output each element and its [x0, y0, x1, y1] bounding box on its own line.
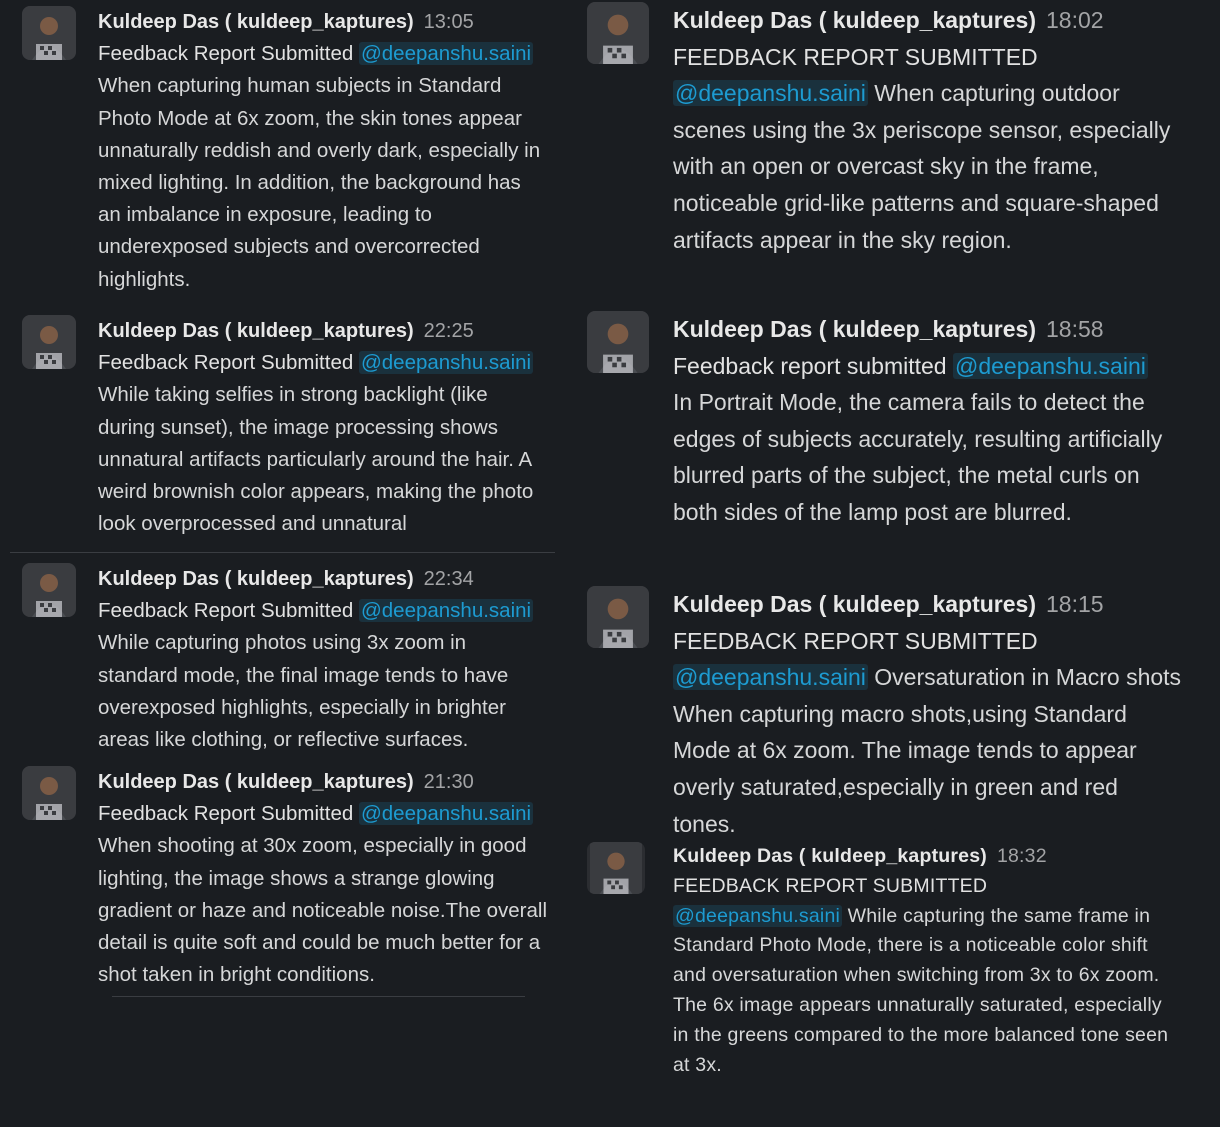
message-body: While taking selfies in strong backlight (like during sunset), the image processing shows unnatural artifacts particularly around the hair. A weird brownish color appears, making the photo look overprocessed and unnatural — [98, 383, 534, 536]
timestamp[interactable]: 22:25 — [423, 320, 474, 342]
message-header — [98, 6, 548, 38]
message-body — [673, 902, 1183, 1081]
mention-link[interactable]: @deepanshu.saini — [675, 80, 866, 107]
author-name[interactable]: Kuldeep Das ( kuldeep_kaptures) — [673, 7, 1036, 33]
report-title: Feedback Report Submitted — [98, 42, 354, 66]
report-title: Feedback Report Submitted — [98, 351, 354, 375]
message-header — [673, 586, 1183, 623]
message-title — [673, 872, 1183, 902]
mention-link[interactable]: @deepanshu.saini — [675, 664, 866, 691]
mention-link[interactable]: @deepanshu.saini — [675, 904, 841, 927]
timestamp[interactable]: 18:32 — [996, 845, 1047, 867]
mention-link[interactable]: @deepanshu.saini — [360, 42, 532, 66]
avatar[interactable] — [22, 6, 76, 60]
timestamp[interactable]: 18:15 — [1046, 591, 1104, 617]
message-title — [98, 798, 548, 830]
report-title: Feedback Report Submitted — [98, 802, 354, 826]
avatar[interactable] — [587, 2, 649, 64]
user-avatar-icon — [587, 586, 649, 648]
message-divider — [10, 552, 555, 553]
author-name[interactable]: Kuldeep Das ( kuldeep_kaptures) — [673, 316, 1036, 342]
message-title — [673, 623, 1183, 660]
user-avatar-icon — [587, 2, 649, 64]
avatar[interactable] — [587, 586, 649, 648]
author-name[interactable]: Kuldeep Das ( kuldeep_kaptures) — [673, 591, 1036, 617]
message-header — [673, 842, 1183, 872]
timestamp[interactable]: 18:58 — [1046, 316, 1104, 342]
mention-link[interactable]: @deepanshu.saini — [954, 352, 1146, 379]
author-name[interactable]: Kuldeep Das ( kuldeep_kaptures) — [98, 568, 414, 590]
user-avatar-icon — [587, 842, 645, 894]
author-name[interactable]: Kuldeep Das ( kuldeep_kaptures) — [98, 320, 414, 342]
message-divider — [112, 996, 525, 997]
message-header — [98, 315, 548, 347]
mention-link[interactable]: @deepanshu.saini — [360, 599, 532, 623]
timestamp[interactable]: 22:34 — [423, 568, 474, 590]
message-header — [673, 311, 1183, 348]
message-body — [673, 75, 1183, 258]
message-text: When capturing outdoor scenes using the 3x periscope sensor, especially with an open or overcast sky in the frame, noticeable grid-like patterns and square-shaped artifacts appear in the sky region. — [673, 80, 1171, 253]
author-name[interactable]: Kuldeep Das ( kuldeep_kaptures) — [673, 845, 987, 867]
author-name[interactable]: Kuldeep Das ( kuldeep_kaptures) — [98, 11, 414, 33]
message-title — [673, 348, 1183, 385]
message-title — [98, 595, 548, 627]
message-body — [673, 659, 1183, 842]
report-title: Feedback report submitted — [673, 352, 947, 379]
message-text: Oversaturation in Macro shots When capturing macro shots,using Standard Mode at 6x zoom. The image tends to appear overly saturated,especially in green and red tones. — [673, 664, 1182, 837]
report-title: Feedback Report Submitted — [98, 599, 354, 623]
message-title — [98, 38, 548, 70]
avatar[interactable] — [22, 766, 76, 820]
user-avatar-icon — [22, 766, 76, 820]
message-body: When capturing human subjects in Standard Photo Mode at 6x zoom, the skin tones appear unnaturally reddish and overly dark, especially in mixed lighting. In addition, the background has an imbalance in exposure, leading to underexposed subjects and overcorrected highlights. — [98, 74, 541, 291]
mention-link[interactable]: @deepanshu.saini — [360, 802, 532, 826]
message-header — [98, 563, 548, 595]
report-title: FEEDBACK REPORT SUBMITTED — [673, 627, 1038, 654]
message-text: While capturing the same frame in Standard Photo Mode, there is a noticeable color shift and oversaturation when switching from 3x to 6x zoom. The 6x image appears unnaturally saturated, especially in the greens compared to the more balanced tone seen at 3x. — [673, 904, 1169, 1076]
message-header — [673, 2, 1183, 39]
timestamp[interactable]: 18:02 — [1046, 7, 1104, 33]
user-avatar-icon — [22, 315, 76, 369]
avatar[interactable] — [22, 315, 76, 369]
message-body: In Portrait Mode, the camera fails to detect the edges of subjects accurately, resulting artificially blurred parts of the subject, the metal curls on both sides of the lamp post are blurred. — [673, 389, 1163, 525]
mention-link[interactable]: @deepanshu.saini — [360, 351, 532, 375]
user-avatar-icon — [587, 311, 649, 373]
avatar[interactable] — [587, 311, 649, 373]
report-title: FEEDBACK REPORT SUBMITTED — [673, 43, 1038, 70]
avatar[interactable] — [22, 563, 76, 617]
author-name[interactable]: Kuldeep Das ( kuldeep_kaptures) — [98, 771, 414, 793]
avatar[interactable] — [587, 842, 645, 894]
message-body: While capturing photos using 3x zoom in standard mode, the final image tends to have overexposed highlights, especially in brighter areas like clothing, or reflective surfaces. — [98, 631, 509, 752]
timestamp[interactable]: 21:30 — [423, 771, 474, 793]
message-title — [673, 39, 1183, 76]
user-avatar-icon — [22, 6, 76, 60]
user-avatar-icon — [22, 563, 76, 617]
message-body: When shooting at 30x zoom, especially in good lighting, the image shows a strange glowing gradient or haze and noticeable noise.The overall detail is quite soft and could be much better for a shot taken in bright conditions. — [98, 834, 548, 987]
message-header — [98, 766, 548, 798]
timestamp[interactable]: 13:05 — [423, 11, 474, 33]
report-title: FEEDBACK REPORT SUBMITTED — [673, 874, 988, 897]
message-title — [98, 347, 548, 379]
